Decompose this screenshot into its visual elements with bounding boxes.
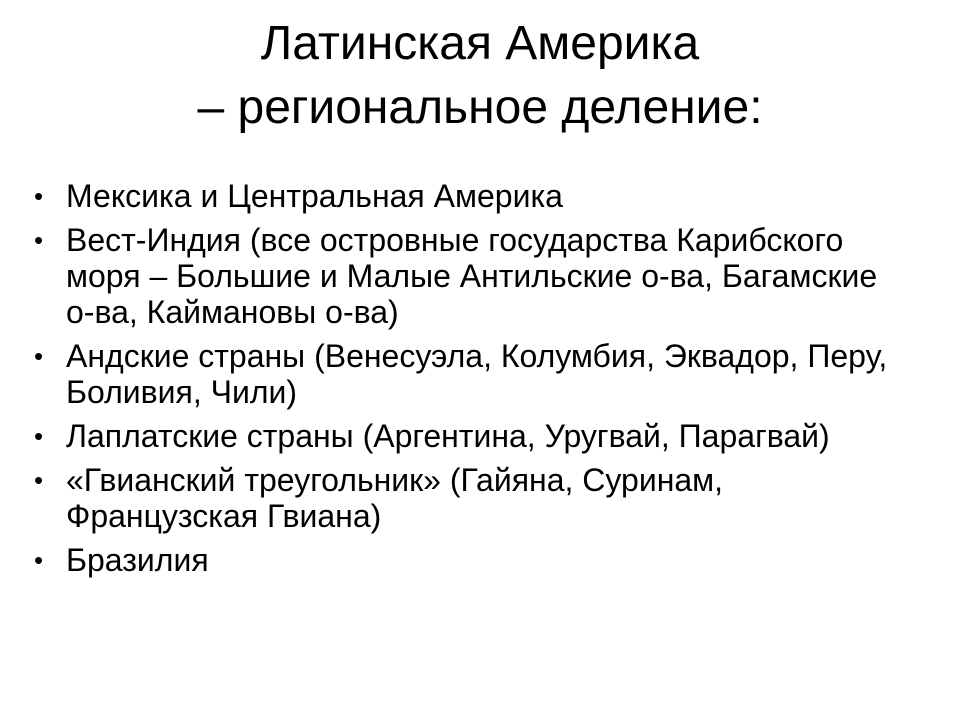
bullet-text: Мексика и Центральная Америка <box>66 178 563 214</box>
bullet-list <box>28 178 908 586</box>
bullet-point-icon: • <box>34 225 44 255</box>
bullet-point-icon: • <box>34 421 44 451</box>
slide-title <box>60 12 900 140</box>
bullet-item-andean <box>28 338 908 410</box>
bullet-item-brazil <box>28 542 908 578</box>
slide-title-line-2: – региональное деление: <box>197 81 763 134</box>
bullet-point-icon: • <box>34 465 44 495</box>
bullet-text: Бразилия <box>66 542 209 578</box>
bullet-point-icon: • <box>34 545 44 575</box>
bullet-text: Андские страны (Венесуэла, Колумбия, Эквадор, Перу, Боливия, Чили) <box>66 338 888 410</box>
bullet-item-west-indies <box>28 222 908 330</box>
bullet-text: «Гвианский треугольник» (Гайяна, Суринам, Французская Гвиана) <box>66 462 724 534</box>
bullet-item-mexico <box>28 178 908 214</box>
bullet-item-guiana <box>28 462 908 534</box>
bullet-point-icon: • <box>34 181 44 211</box>
bullet-text: Вест-Индия (все островные государства Карибского моря – Большие и Малые Антильские о-ва, Багамские о-ва, Каймановы о-ва) <box>66 222 878 330</box>
slide-title-line-1: Латинская Америка <box>260 17 700 70</box>
bullet-point-icon: • <box>34 341 44 371</box>
bullet-item-la-plata <box>28 418 908 454</box>
bullet-text: Лаплатские страны (Аргентина, Уругвай, Парагвай) <box>66 418 830 454</box>
